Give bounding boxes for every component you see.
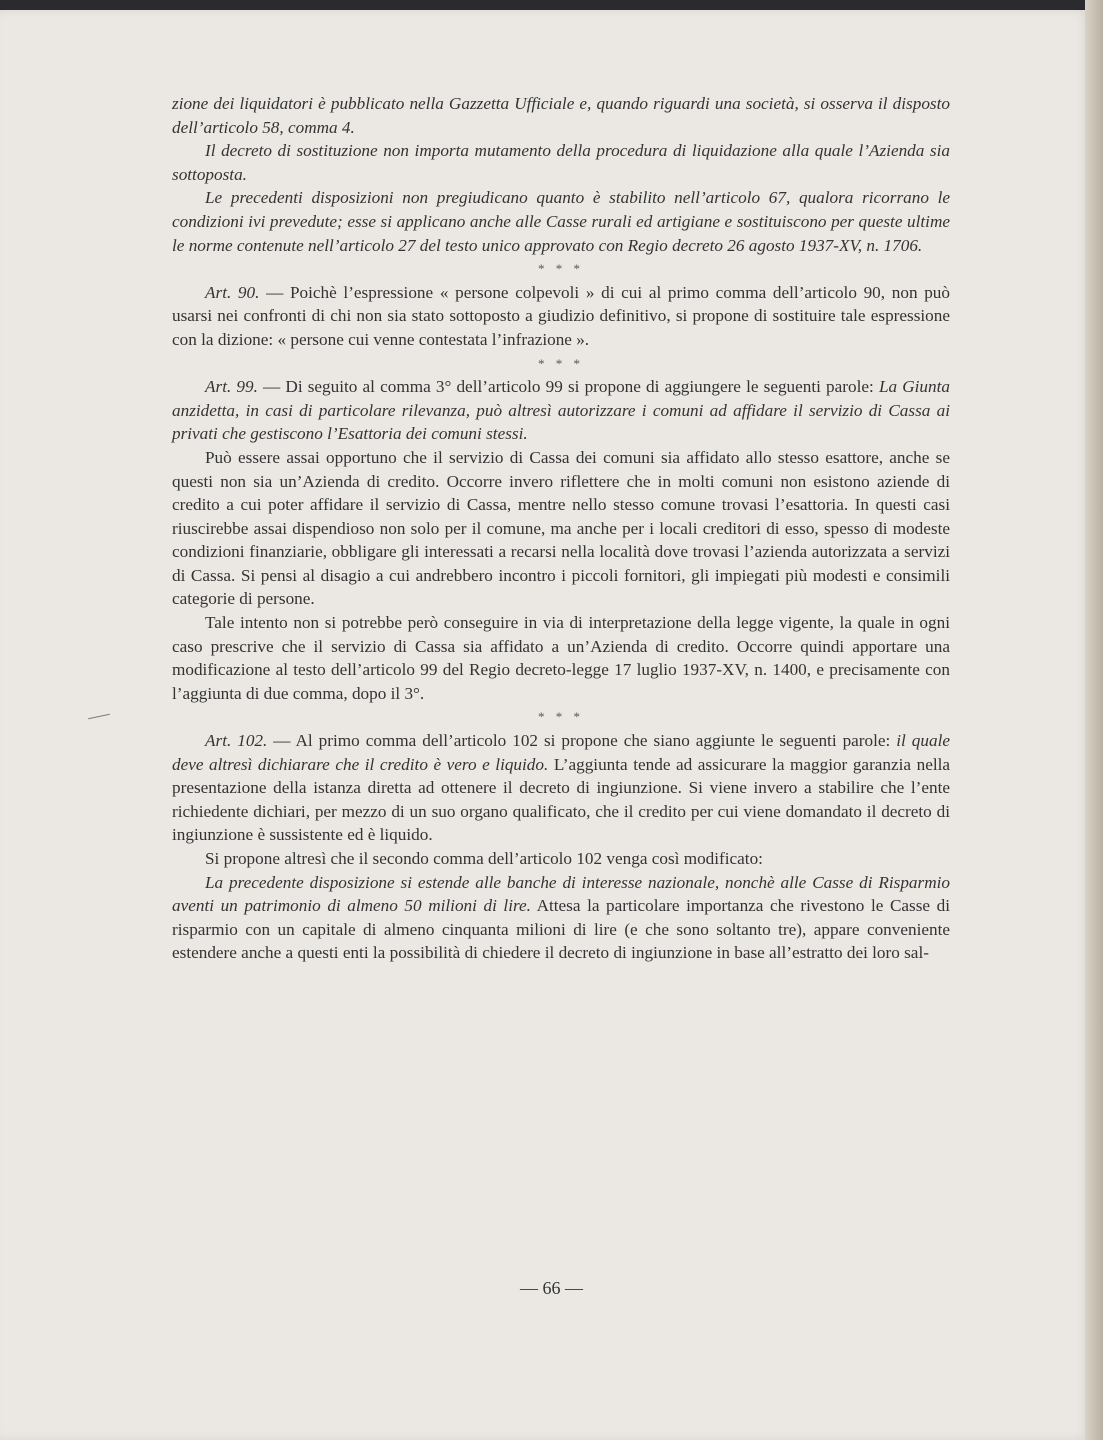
article-102-text-continued: L’aggiunta tende ad assicurare la maggior garanzia nella presentazione della istanza diretta ad ottenere il decreto di ingiunzione. Si viene invero a stabilire che l’ente richiedente dichiari, per mezzo di un suo organo qualificato, che il credito per cui viene domandato il decreto di ingiunzione è sussistente ed è liquido. xyxy=(172,754,950,845)
section-separator: * * * xyxy=(538,355,584,371)
article-99-explanation: Può essere assai opportuno che il servizio di Cassa dei comuni sia affidato allo stesso esattore, anche se questi non sia un’Azienda di credito. Occorre invero riflettere che in molti comuni non esistono aziende di credito a cui poter affidare il servizio di Cassa, mentre nello stesso comune trovasi l’esattoria. In questi casi riuscirebbe assai dispendioso non solo per il comune, ma anche per i locali creditori di esso, spesso di modeste condizioni finanziarie, obbligare gli interessati a recarsi nella località dove trovasi l’azienda autorizzata a servizi di Cassa. Si pensi al disagio a cui andrebbero incontro i piccoli fornitori, gli impiegati più modesti e consimili categorie di persone. xyxy=(172,447,950,609)
article-102-text-final: Attesa la particolare importanza che rivestono le Casse di risparmio con un capitale di almeno cinquanta milioni di lire (e che sono soltanto tre), appare conveniente estendere anche a questi enti la possibilità di chiedere il decreto di ingiunzione in base all’estratto dei loro sal- xyxy=(172,896,950,963)
article-90-text: — Poichè l’espressione « persone colpevoli » di cui al primo comma dell’articolo 90, non può usarsi nei confronti di chi non sia stato sottoposto a giudizio definitivo, si propone di sostituire tale espressione con la dizione: « persone cui venne contestata l’infrazione ». xyxy=(172,282,950,349)
section-separator: * * * xyxy=(538,709,584,725)
paragraph-liquidators: zione dei liquidatori è pubblicato nella Gazzetta Ufficiale e, quando riguardi una società, si osserva il disposto dell’articolo 58, comma 4. xyxy=(172,94,950,137)
article-102-label: Art. 102. xyxy=(205,731,268,751)
paragraph-substitution-decree: Il decreto di sostituzione non importa mutamento della procedura di liquidazione alla quale l’Azienda sia sottoposta. xyxy=(172,141,950,184)
article-99-paragraph xyxy=(172,375,950,446)
article-102-paragraph xyxy=(172,729,950,847)
article-99-label: Art. 99. xyxy=(205,377,258,397)
article-99-conclusion: Tale intento non si potrebbe però conseguire in via di interpretazione della legge vigente, la quale in ogni caso prescrive che il servizio di Cassa sia affidato a un’Azienda di credito. Occorre quindi apportare una modificazione al testo dell’articolo 99 del Regio decreto-legge 17 luglio 1937-XV, n. 1400, e precisamente con l’aggiunta di due comma, dopo il 3°. xyxy=(172,613,950,703)
article-102-modification xyxy=(172,871,950,965)
article-99-text: — Di seguito al comma 3° dell’articolo 99 si propone di aggiungere le seguenti parole: xyxy=(257,377,879,397)
paragraph-previous-provisions: Le precedenti disposizioni non pregiudicano quanto è stabilito nell’articolo 67, qualora ricorrano le condizioni ivi prevedute; esse si applicano anche alle Casse rurali ed artigiane e sostituiscono per queste ultime le norme contenute nell’articolo 27 del testo unico approvato con Regio decreto 26 agosto 1937-XV, n. 1706. xyxy=(172,188,950,255)
article-90-label: Art. 90. xyxy=(205,282,260,302)
page-edge xyxy=(1085,0,1103,1440)
article-90-paragraph xyxy=(172,281,950,352)
body-text xyxy=(172,92,950,965)
article-102-quote: il quale deve altresì dichiarare che il credito è vero e liquido. xyxy=(172,731,950,774)
article-102-text: — Al primo comma dell’articolo 102 si propone che siano aggiunte le seguenti parole: xyxy=(267,731,897,751)
article-102-second-comma: Si propone altresì che il secondo comma dell’articolo 102 venga così modificato: xyxy=(205,849,763,868)
article-99-quote: La Giunta anzidetta, in casi di particolare rilevanza, può altresì autorizzare i comuni ad affidare il servizio di Cassa ai privati che gestiscono l’Esattoria dei comuni stessi. xyxy=(172,377,950,444)
section-separator: * * * xyxy=(538,261,584,277)
article-102-quote-2: La precedente disposizione si estende alle banche di interesse nazionale, nonchè alle Casse di Risparmio aventi un patrimonio di almeno 50 milioni di lire. xyxy=(172,872,950,916)
page-number: — 66 — xyxy=(520,1278,583,1298)
